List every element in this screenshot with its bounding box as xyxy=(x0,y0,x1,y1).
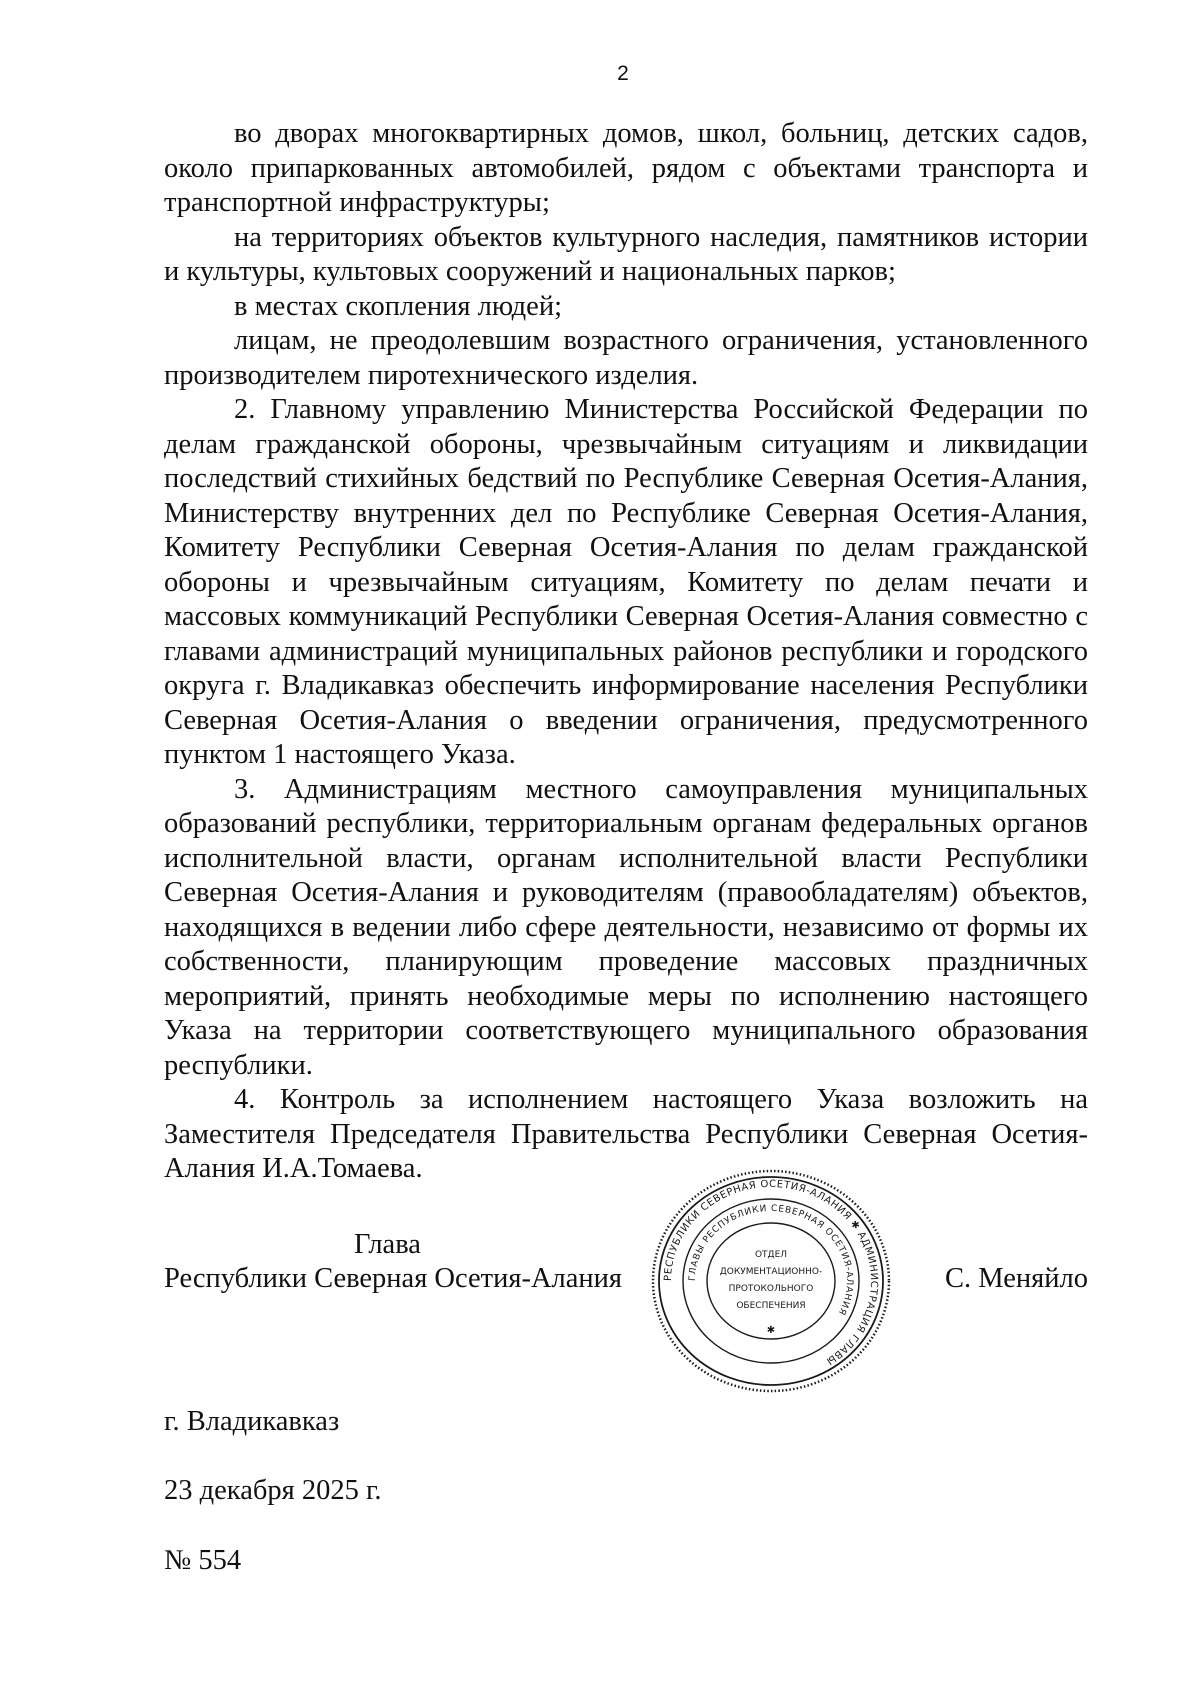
signing-place: г. Владикавказ xyxy=(164,1406,340,1437)
paragraph-age-restriction: лицам, не преодолевшим возрастного ограничения, установленного производителем пиротехнического изделия. xyxy=(164,325,1088,391)
seal-star-icon: ✱ xyxy=(766,1325,776,1336)
official-seal xyxy=(648,1167,894,1395)
seal-center-line-3: ПРОТОКОЛЬНОГО xyxy=(728,1284,814,1294)
position-title: Глава xyxy=(354,1229,421,1260)
paragraph-item-3: 3. Администрациям местного самоуправления муниципальных образований республики, территориальным органам федеральных органов исполнительной власти, органам исполнительной власти Республики Северная Осетия-Алания и руководителям (правообладателям) объектов, находящихся в ведении либо сфере деятельности, независимо от формы их собственности, планирующим проведение массовых праздничных мероприятий, принять необходимые меры по исполнению настоящего Указа на территории соответствующего муниципального образования республики. xyxy=(164,773,1088,1081)
page-number: 2 xyxy=(617,62,629,85)
seal-center-line-1: ОТДЕЛ xyxy=(754,1250,788,1260)
signer-name: С. Меняйло xyxy=(945,1263,1088,1294)
signing-date: 23 декабря 2025 г. xyxy=(164,1475,382,1506)
decree-number: № 554 xyxy=(164,1545,242,1576)
paragraph-heritage-sites: на территориях объектов культурного наследия, памятников истории и культуры, культовых сооружений и национальных парков; xyxy=(164,221,1088,287)
paragraph-item-4: 4. Контроль за исполнением настоящего Указа возложить на Заместителя Председателя Правительства Республики Северная Осетия-Алания И.А.Томаева. xyxy=(164,1084,1088,1184)
paragraph-crowds: в местах скопления людей; xyxy=(234,290,563,322)
svg-text:ГЛАВЫ РЕСПУБЛИКИ СЕВЕРНАЯ ОСЕТ xyxy=(688,1204,854,1317)
paragraph-courtyards: во дворах многоквартирных домов, школ, больниц, детских садов, около припаркованных автомобилей, рядом с объектами транспорта и транспортной инфраструктуры; xyxy=(164,118,1088,218)
seal-outer-text: РЕСПУБЛИКИ СЕВЕРНАЯ ОСЕТИЯ-АЛАНИЯ ✱ АДМИНИСТРАЦИЯ ГЛАВЫ xyxy=(662,1178,880,1367)
seal-stamp-icon xyxy=(648,1167,894,1395)
decree-body xyxy=(164,117,1088,1187)
position-organization: Республики Северная Осетия-Алания xyxy=(164,1263,623,1294)
seal-center-line-4: ОБЕСПЕЧЕНИЯ xyxy=(736,1301,806,1311)
seal-inner-text: ГЛАВЫ РЕСПУБЛИКИ СЕВЕРНАЯ ОСЕТИЯ-АЛАНИЯ xyxy=(687,1203,855,1317)
paragraph-item-2: 2. Главному управлению Министерства Российской Федерации по делам гражданской обороны, чрезвычайным ситуациям и ликвидации последствий стихийных бедствий по Республике Северная Осетия-Алания, Министерству внутренних дел по Республике Северная Осетия-Алания, Комитету Республики Северная Осетия-Алания по делам гражданской обороны и чрезвычайным ситуациям, Комитету по делам печати и массовых коммуникаций Республики Северная Осетия-Алания совместно с главами администраций муниципальных районов республики и городского округа г. Владикавказ обеспечить информирование населения Республики Северная Осетия-Алания о введении ограничения, предусмотренного пунктом 1 настоящего Указа. xyxy=(164,394,1088,770)
seal-center-line-2: ДОКУМЕНТАЦИОННО- xyxy=(719,1267,823,1277)
